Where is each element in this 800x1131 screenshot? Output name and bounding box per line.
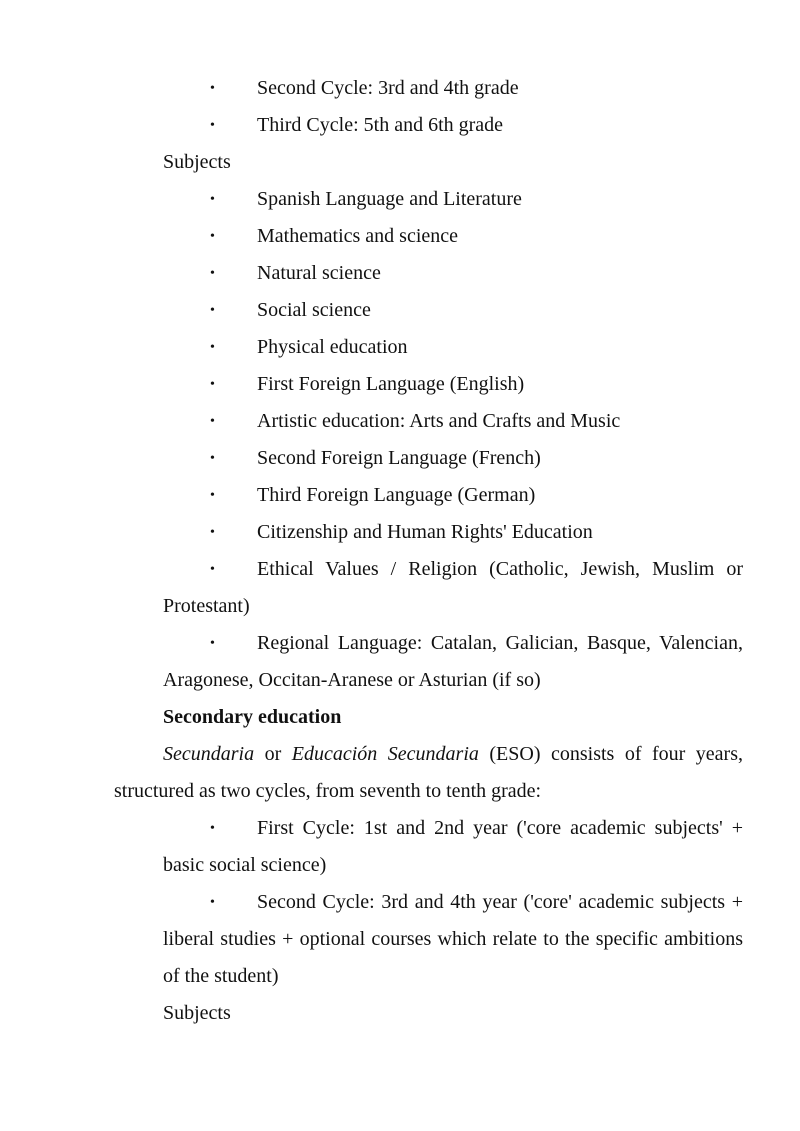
bullet-icon: • (210, 525, 215, 540)
list-item (114, 181, 743, 218)
paragraph-text: (ESO) consists of four years, structured as two cycles, from seventh to tenth grade: (114, 743, 743, 802)
list-item (114, 255, 743, 292)
list-item (114, 403, 743, 440)
list-item-text: Mathematics and science (257, 225, 459, 247)
list-item (114, 329, 743, 366)
list-item (114, 218, 743, 255)
bullet-icon: • (210, 192, 215, 207)
list-item-text: Second Foreign Language (French) (257, 447, 541, 469)
list-item (114, 477, 743, 514)
list-item (114, 625, 743, 699)
list-item-text: Social science (257, 299, 371, 321)
bullet-icon: • (210, 488, 215, 503)
list-item-text: First Cycle: 1st and 2nd year ('core academic subjects' + basic social science) (163, 817, 743, 876)
list-item-text: Citizenship and Human Rights' Education (257, 521, 593, 543)
list-item-text: Physical education (257, 336, 408, 358)
bullet-icon: • (210, 340, 215, 355)
term-secundaria: Secundaria (163, 743, 255, 765)
list-item (114, 514, 743, 551)
list-item-text: First Foreign Language (English) (257, 373, 525, 395)
bullet-icon: • (210, 821, 215, 836)
list-item-text: Regional Language: Catalan, Galician, Basque, Valencian, Aragonese, Occitan-Aranese or Asturian (if so) (163, 632, 743, 691)
subjects-label: Subjects (163, 151, 231, 173)
document-page (114, 70, 743, 1032)
list-item (114, 292, 743, 329)
list-item (114, 70, 743, 107)
list-item (114, 440, 743, 477)
body-paragraph (114, 736, 743, 810)
subjects-label: Subjects (163, 1002, 231, 1024)
bullet-icon: • (210, 118, 215, 133)
bullet-icon: • (210, 636, 215, 651)
list-item-text: Natural science (257, 262, 381, 284)
bullet-icon: • (210, 895, 215, 910)
bullet-icon: • (210, 377, 215, 392)
list-item-text: Spanish Language and Literature (257, 188, 522, 210)
list-item (114, 810, 743, 884)
list-item-text: Third Foreign Language (German) (257, 484, 536, 506)
list-item-text: Second Cycle: 3rd and 4th year ('core' academic subjects + liberal studies + optional courses which relate to the specific ambitions of the student) (163, 891, 743, 987)
list-item-text: Artistic education: Arts and Crafts and Music (257, 410, 621, 432)
list-item-text: Ethical Values / Religion (Catholic, Jewish, Muslim or Protestant) (163, 558, 743, 617)
bullet-icon: • (210, 81, 215, 96)
bullet-icon: • (210, 414, 215, 429)
connector-text: or (254, 743, 292, 765)
bullet-icon: • (210, 303, 215, 318)
list-item (114, 366, 743, 403)
section-heading: Secondary education (163, 706, 342, 728)
term-educacion-secundaria: Educación Secundaria (291, 743, 479, 765)
list-item (114, 551, 743, 625)
list-item-text: Second Cycle: 3rd and 4th grade (257, 77, 519, 99)
bullet-icon: • (210, 266, 215, 281)
bullet-icon: • (210, 229, 215, 244)
bullet-icon: • (210, 562, 215, 577)
list-item-text: Third Cycle: 5th and 6th grade (257, 114, 504, 136)
list-item (114, 884, 743, 995)
list-item (114, 107, 743, 144)
bullet-icon: • (210, 451, 215, 466)
